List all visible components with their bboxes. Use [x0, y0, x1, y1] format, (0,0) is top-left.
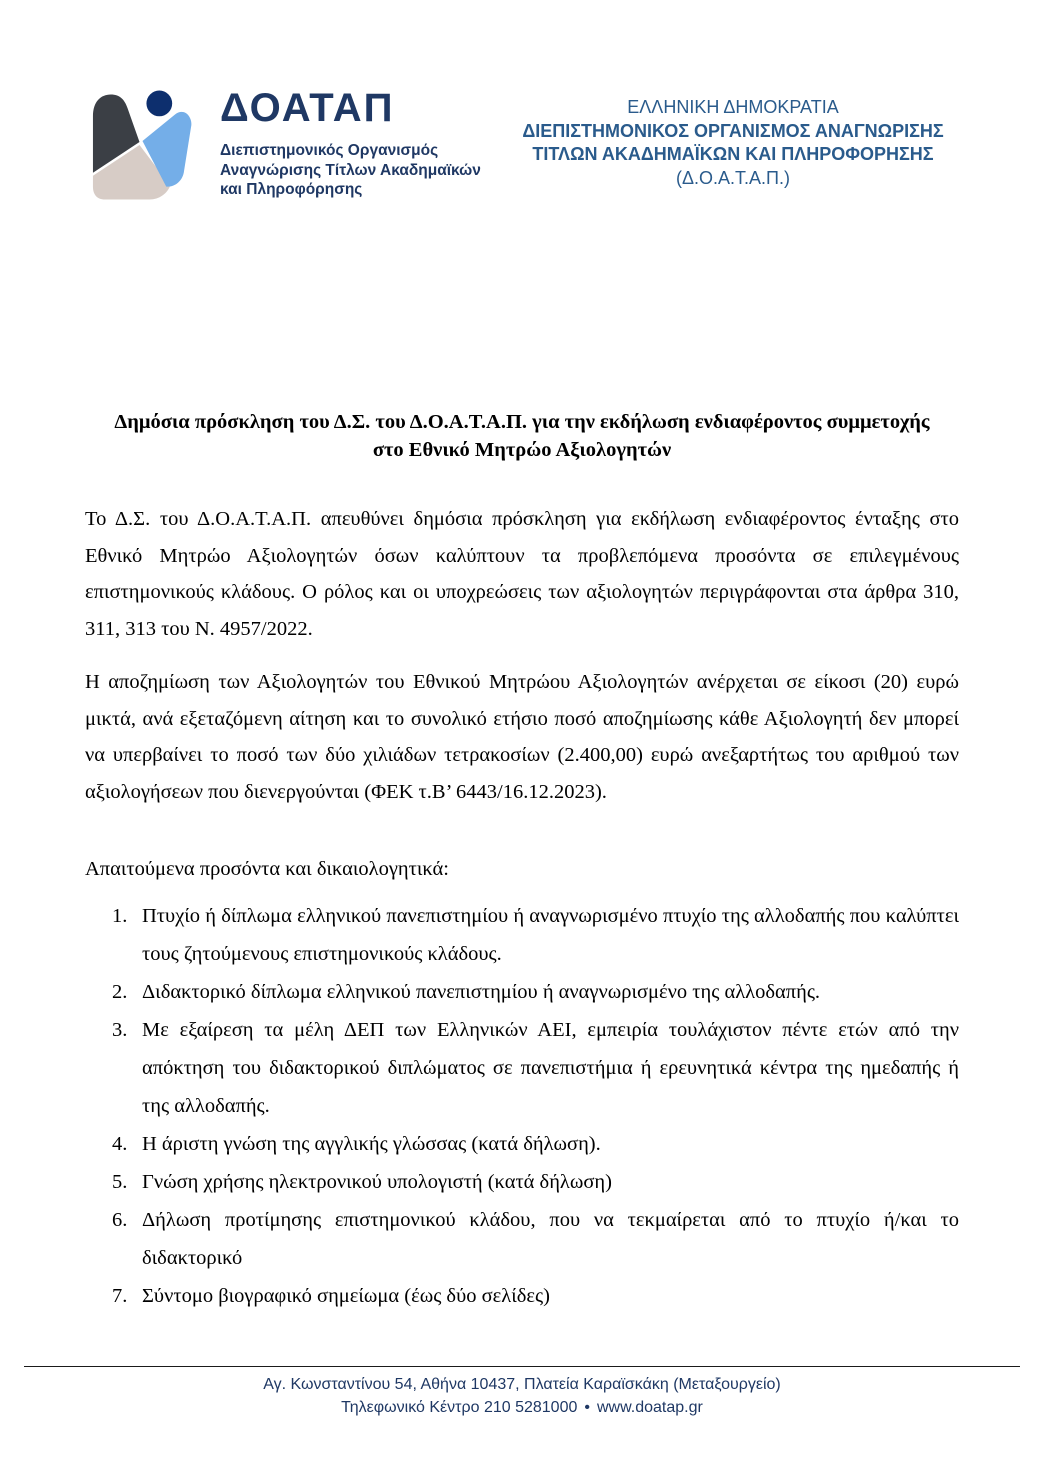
list-item-text: Διδακτορικό δίπλωμα ελληνικού πανεπιστημίου ή αναγνωρισμένο της αλλοδαπής.: [142, 981, 821, 1003]
authority-line-titles: ΤΙΤΛΩΝ ΑΚΑΔΗΜΑΪΚΩΝ ΚΑΙ ΠΛΗΡΟΦΟΡΗΣΗΣ: [532, 144, 934, 164]
list-item-number: 4.: [112, 1133, 128, 1155]
list-item-text: Με εξαίρεση τα μέλη ΔΕΠ των Ελληνικών ΑΕΙ, εμπειρία τουλάχιστον πέντε ετών από την απόκτηση του διδακτορικού διπλώματος σε πανεπιστήμια ή ερευνητικά κέντρα της ημεδαπής ή της αλλοδαπής.: [142, 1019, 959, 1117]
list-item: [85, 1201, 959, 1277]
document-content: [85, 0, 959, 1477]
footer-address: Αγ. Κωνσταντίνου 54, Αθήνα 10437, Πλατεία Καραϊσκάκη (Μεταξουργείο): [263, 1376, 781, 1393]
list-item: [85, 1125, 959, 1163]
requirements-heading: Απαιτούμενα προσόντα και δικαιολογητικά:: [85, 858, 449, 880]
list-item: [85, 1011, 959, 1125]
list-item-number: 7.: [112, 1285, 128, 1307]
list-item: [85, 897, 959, 973]
list-item-number: 2.: [112, 981, 128, 1003]
brand-subtitle-line: Αναγνώρισης Τίτλων Ακαδημαϊκών: [220, 161, 481, 179]
authority-line-acronym: (Δ.Ο.Α.Τ.Α.Π.): [675, 167, 791, 188]
paragraph-invitation: Το Δ.Σ. του Δ.Ο.Α.Τ.Α.Π. απευθύνει δημόσια πρόσκληση για εκδήλωση ενδιαφέροντος ένταξης στο Εθνικό Μητρώο Αξιολογητών όσων καλύπτουν τα προβλεπόμενα προσόντα σε επιλεγμένους επιστημονικούς κλάδους. Ο ρόλος και οι υποχρεώσεις των αξιολογητών περιγράφονται στα άρθρα 310, 311, 313 του Ν. 4957/2022.: [85, 508, 959, 640]
list-item-text: Δήλωση προτίμησης επιστημονικού κλάδου, που να τεκμαίρεται από το πτυχίο ή/και το διδακτορικό: [142, 1209, 959, 1269]
list-item: [85, 1277, 959, 1315]
document-title-line-1: Δημόσια πρόσκληση του Δ.Σ. του Δ.Ο.Α.Τ.Α.Π. για την εκδήλωση ενδιαφέροντος συμμετοχής: [114, 411, 930, 433]
brand-subtitle-line: Διεπιστημονικός Οργανισμός: [220, 142, 439, 159]
footer-phone: Τηλεφωνικό Κέντρο 210 5281000: [341, 1399, 578, 1416]
brand-wordmark: ΔΟΑΤΑΠ: [220, 86, 395, 130]
list-item: [85, 1163, 959, 1201]
list-item: [85, 973, 959, 1011]
document-title: [85, 408, 959, 464]
list-item-number: 3.: [112, 1019, 128, 1041]
footer-contact: [0, 1396, 1044, 1419]
document-title-line-2: στο Εθνικό Μητρώο Αξιολογητών: [372, 439, 672, 461]
list-item-text: Σύντομο βιογραφικό σημείωμα (έως δύο σελίδες): [142, 1285, 550, 1307]
footer-website: www.doatap.gr: [596, 1399, 703, 1416]
brand-subtitle-line: και Πληροφόρησης: [220, 181, 363, 198]
authority-line-republic: ΕΛΛΗΝΙΚΗ ΔΗΜΟΚΡΑΤΙΑ: [627, 97, 839, 117]
list-item-number: 6.: [112, 1209, 128, 1231]
list-item-text: Η άριστη γνώση της αγγλικής γλώσσας (κατά δήλωση).: [142, 1133, 601, 1155]
footer-divider: [24, 1366, 1020, 1367]
requirements-list: [85, 897, 959, 1315]
paragraph-compensation: Η αποζημίωση των Αξιολογητών του Εθνικού Μητρώου Αξιολογητών ανέρχεται σε είκοσι (20) ευρώ μικτά, ανά εξεταζόμενη αίτηση και το συνολικό ετήσιο ποσό αποζημίωσης κάθε Αξιολογητή δεν μπορεί να υπερβαίνει το ποσό των δύο χιλιάδων τετρακοσίων (2.400,00) ευρώ ανεξαρτήτως του αριθμού των αξιολογήσεων που διενεργούνται (ΦΕΚ τ.Β’ 6443/16.12.2023).: [85, 671, 959, 803]
list-item-text: Γνώση χρήσης ηλεκτρονικού υπολογιστή (κατά δήλωση): [142, 1171, 612, 1193]
authority-line-organization: ΔΙΕΠΙΣΤΗΜΟΝΙΚΟΣ ΟΡΓΑΝΙΣΜΟΣ ΑΝΑΓΝΩΡΙΣΗΣ: [522, 120, 944, 141]
list-item-text: Πτυχίο ή δίπλωμα ελληνικού πανεπιστημίου ή αναγνωρισμένο πτυχίο της αλλοδαπής που καλύπτει τους ζητούμενους επιστημονικούς κλάδους.: [142, 905, 959, 965]
list-item-number: 1.: [112, 905, 128, 927]
bullet-separator: •: [584, 1399, 590, 1416]
list-item-number: 5.: [112, 1171, 128, 1193]
